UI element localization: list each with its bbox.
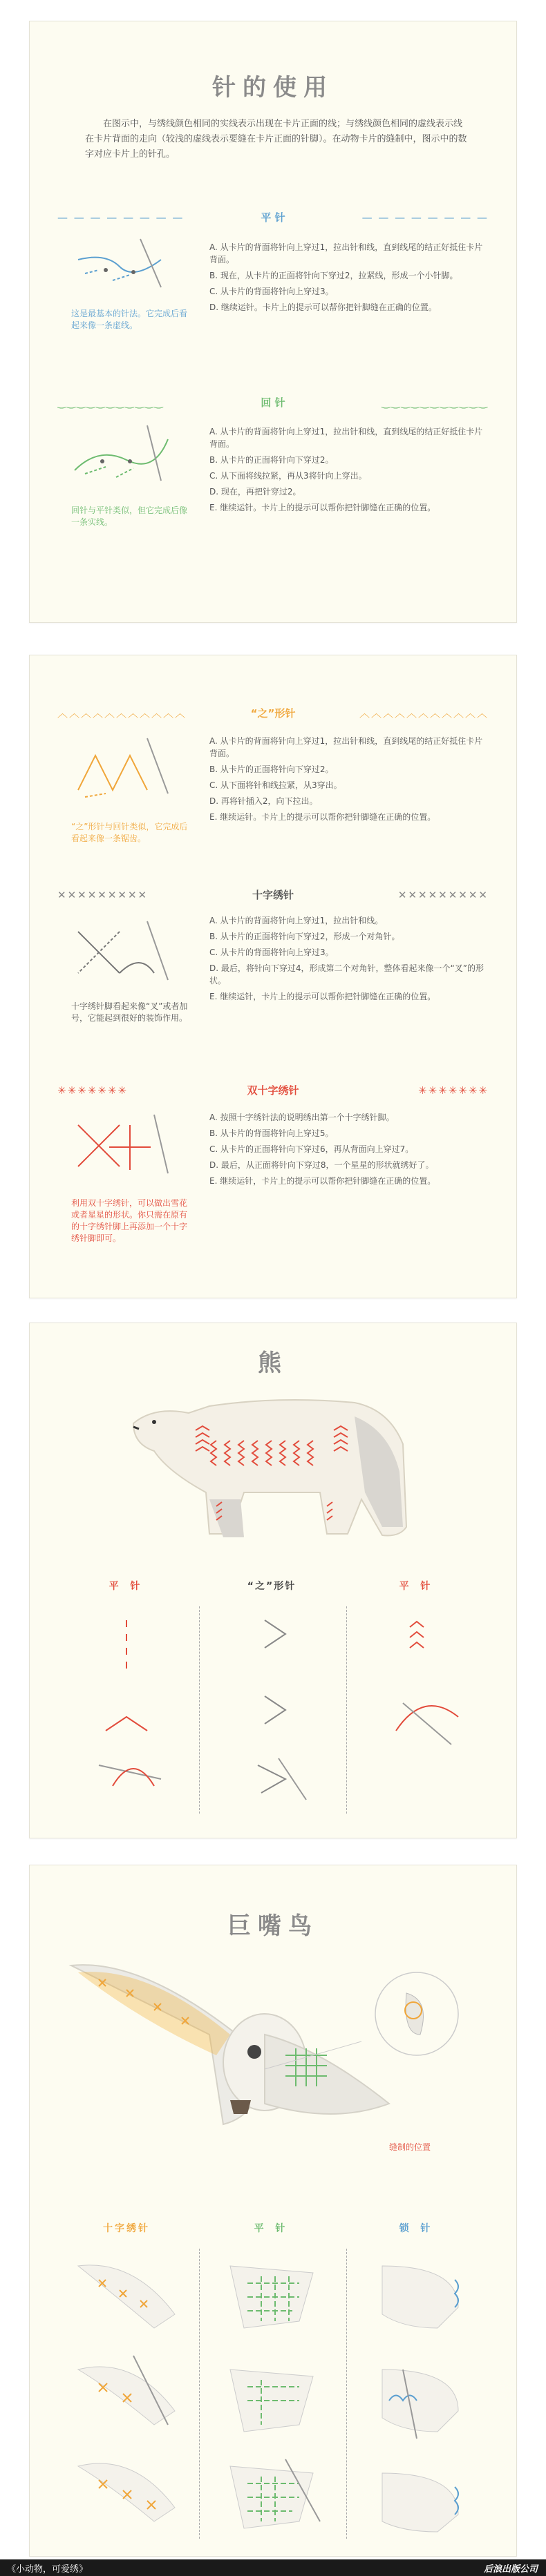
back-stitch-steps xyxy=(209,425,485,517)
step-a: A. 从卡片的背面将针向上穿过1，拉出针和线。 xyxy=(209,916,384,925)
page-title: 针的使用 xyxy=(212,74,334,102)
cross-stitch-header xyxy=(57,887,489,903)
step-c: C. 从卡片的背面将针向上穿过3。 xyxy=(209,948,334,957)
cross-stitch-caption: 十字绣针脚看起来像“叉”或者加号，它能起到很好的装饰作用。 xyxy=(71,1001,188,1023)
step-a: A. 按照十字绣针法的说明绣出第一个十字绣针脚。 xyxy=(209,1113,395,1122)
page-bear xyxy=(29,1323,517,1838)
step-d: D. 继续运针。卡片上的提示可以帮你把针脚缝在正确的位置。 xyxy=(209,302,437,312)
running-stitch-diagram xyxy=(64,232,182,301)
page-stitch-usage xyxy=(29,21,517,623)
step-d: D. 最后，从正面将针向下穿过8，一个星星的形状就绣好了。 xyxy=(209,1160,434,1170)
column-divider xyxy=(346,1606,347,1814)
bear-zigzag-stitch-steps-diagram xyxy=(237,1606,313,1807)
step-a: A. 从卡片的背面将针向上穿过1，拉出针和线，直到线尾的结正好抵住卡片背面。 xyxy=(209,736,483,758)
step-d: D. 现在，再把针穿过2。 xyxy=(209,487,301,497)
step-c: C. 从下面将针和线拉紧，从3穿出。 xyxy=(209,780,342,790)
step-b: B. 现在，从卡片的正面将针向下穿过2，拉紧线，形成一个小针脚。 xyxy=(209,271,458,280)
bear-running-stitch-steps-diagram xyxy=(85,1606,175,1807)
zigzag-stitch-diagram xyxy=(64,728,182,811)
dash-line-right: — — — — — — — — xyxy=(361,211,489,224)
toucan-col3-title: 锁 针 xyxy=(399,2223,435,2234)
cross-stitch-title: 十字绣针 xyxy=(252,889,294,901)
bear-title: 熊 xyxy=(258,1349,288,1377)
step-d: D. 最后，将针向下穿过4，形成第二个对角针，整体看起来像一个“叉”的形状。 xyxy=(209,963,484,986)
zigzag-stitch-header xyxy=(57,705,489,722)
back-stitch-title: 回 针 xyxy=(261,396,285,409)
step-b: B. 从卡片的背面将针向上穿过5。 xyxy=(209,1128,334,1138)
page-toucan xyxy=(29,1865,517,2557)
running-stitch-header xyxy=(57,209,489,226)
book-title: 《小动物，可爱绣》 xyxy=(7,2564,88,2575)
step-c: C. 从下面将线拉紧，再从3将针向上穿出。 xyxy=(209,471,367,481)
cross-stitch-diagram xyxy=(64,911,182,994)
toucan-title: 巨嘴鸟 xyxy=(227,1912,319,1940)
dash-line-left: — — — — — — — — xyxy=(57,211,185,224)
bear-col2-title: “之”形针 xyxy=(247,1581,296,1592)
running-stitch-steps xyxy=(209,241,485,317)
step-e: E. 继续运针。卡片上的提示可以帮你把针脚缝在正确的位置。 xyxy=(209,812,436,822)
cross-line-right: ✕✕✕✕✕✕✕✕✕ xyxy=(397,889,489,901)
star-line-left: ✳✳✳✳✳✳✳ xyxy=(57,1084,128,1097)
step-d: D. 再将针插入2，向下拉出。 xyxy=(209,796,318,806)
zigzag-line-left: ︿︿︿︿︿︿︿︿︿︿︿ xyxy=(57,707,187,720)
cross-stitch-steps xyxy=(209,914,485,1006)
step-b: B. 从卡片的正面将针向下穿过2，形成一个对角针。 xyxy=(209,932,400,941)
zigzag-stitch-caption: “之”形针与回针类似，它完成后看起来像一条锯齿。 xyxy=(71,822,188,843)
column-divider xyxy=(199,1606,200,1814)
zigzag-line-right: ︿︿︿︿︿︿︿︿︿︿︿ xyxy=(359,707,489,720)
double-cross-stitch-header xyxy=(57,1082,489,1099)
step-a: A. 从卡片的背面将针向上穿过1，拉出针和线，直到线尾的结正好抵住卡片背面。 xyxy=(209,242,483,265)
toucan-col2-title: 平 针 xyxy=(254,2223,290,2234)
back-stitch-header xyxy=(57,394,489,411)
toucan-running-stitch-diagram xyxy=(216,2252,334,2535)
step-e: E. 继续运针。卡片上的提示可以帮你把针脚缝在正确的位置。 xyxy=(209,503,436,512)
double-cross-stitch-caption: 利用双十字绣针，可以做出雪花或者星星的形状。你只需在原有的十字绣针脚上再添加一个十字绣针脚即可。 xyxy=(71,1198,188,1243)
step-c: C. 从卡片的背面将针向上穿过3。 xyxy=(209,287,334,296)
column-divider xyxy=(199,2249,200,2539)
zigzag-stitch-title: “之”形针 xyxy=(250,707,296,720)
step-b: B. 从卡片的正面将针向下穿过2。 xyxy=(209,765,334,774)
bear-illustration xyxy=(126,1389,431,1544)
back-stitch-caption: 回针与平针类似，但它完成后像一条实线。 xyxy=(71,506,188,527)
step-e: E. 继续运针，卡片上的提示可以帮你把针脚缝在正确的位置。 xyxy=(209,992,436,1001)
page-stitch-usage-2 xyxy=(29,655,517,1298)
bear-running-stitch-detail-diagram xyxy=(382,1606,472,1807)
column-divider xyxy=(346,2249,347,2539)
double-cross-stitch-steps xyxy=(209,1111,485,1191)
bear-col1-title: 平 针 xyxy=(109,1581,144,1592)
cross-line-left: ✕✕✕✕✕✕✕✕✕ xyxy=(57,889,149,901)
publisher-logo: 后浪出版公司 xyxy=(483,2564,538,2575)
toucan-col1-title: 十字绣针 xyxy=(103,2223,150,2234)
bear-col3-title: 平 针 xyxy=(399,1581,435,1592)
star-line-right: ✳✳✳✳✳✳✳ xyxy=(418,1084,489,1097)
wave-line-left: ‿‿‿‿‿‿‿‿‿‿‿ xyxy=(57,396,164,409)
step-c: C. 从卡片的正面将针向下穿过6，再从背面向上穿过7。 xyxy=(209,1144,414,1154)
zigzag-stitch-steps xyxy=(209,735,485,827)
toucan-illustration xyxy=(57,1952,486,2145)
double-cross-stitch-title: 双十字绣针 xyxy=(247,1084,299,1097)
back-stitch-diagram xyxy=(64,419,182,494)
step-b: B. 从卡片的正面将针向下穿过2。 xyxy=(209,455,334,465)
double-cross-stitch-diagram xyxy=(64,1104,182,1187)
intro-paragraph: 在图示中，与绣线颜色相同的实线表示出现在卡片正面的线；与绣线颜色相同的虚线表示线在卡片背面的走向（较浅的虚线表示要缝在卡片正面的针脚）。在动物卡片的缝制中，图示中的数字对应卡片上的针孔。 xyxy=(85,119,467,160)
toucan-cross-stitch-diagram xyxy=(71,2252,189,2535)
step-a: A. 从卡片的背面将针向上穿过1，拉出针和线，直到线尾的结正好抵住卡片背面。 xyxy=(209,427,483,449)
wave-line-right: ‿‿‿‿‿‿‿‿‿‿‿ xyxy=(382,396,489,409)
step-e: E. 继续运针，卡片上的提示可以帮你把针脚缝在正确的位置。 xyxy=(209,1176,436,1186)
footer-bar xyxy=(0,2559,546,2576)
toucan-chain-stitch-diagram xyxy=(361,2252,479,2535)
toucan-position-note: 缝制的位置 xyxy=(389,2142,431,2152)
running-stitch-title: 平 针 xyxy=(261,211,285,224)
running-stitch-caption: 这是最基本的针法。它完成后看起来像一条虚线。 xyxy=(71,309,188,330)
